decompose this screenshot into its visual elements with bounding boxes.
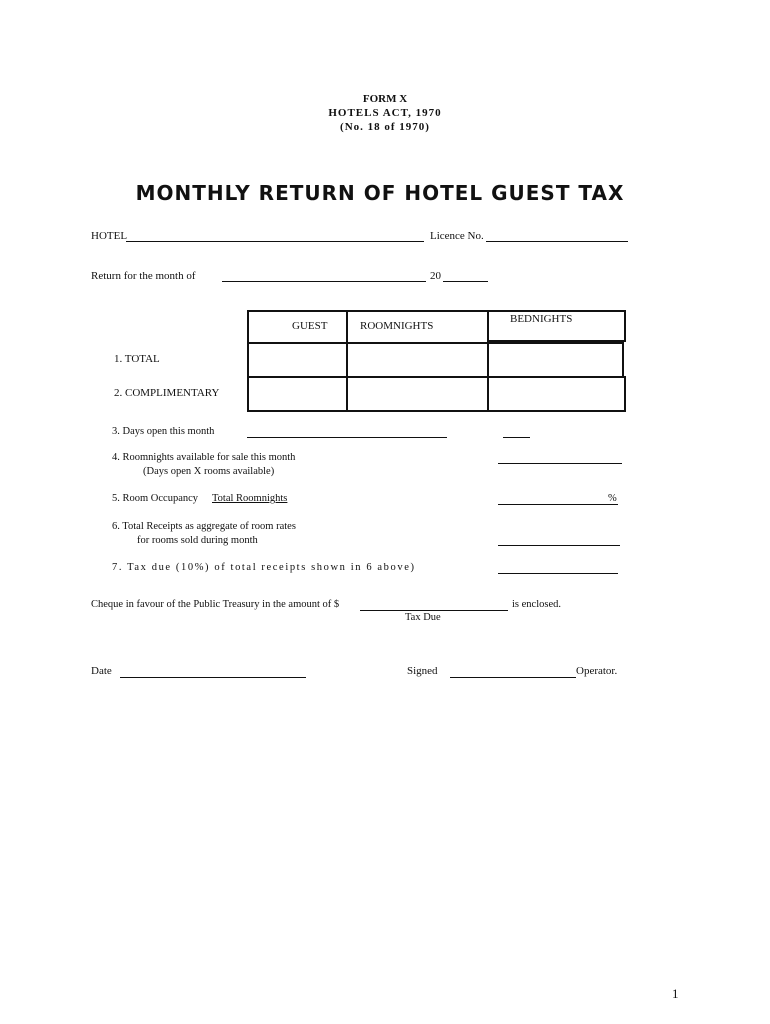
- occupancy-field[interactable]: [498, 504, 618, 505]
- cheque-suffix: is enclosed.: [512, 599, 561, 610]
- hotel-field[interactable]: [126, 241, 424, 242]
- row-label-total: 1. TOTAL: [114, 353, 160, 365]
- date-field[interactable]: [120, 677, 306, 678]
- occupancy-unit: %: [608, 493, 617, 504]
- page-title: MONTHLY RETURN OF HOTEL GUEST TAX: [135, 181, 625, 205]
- days-open-field[interactable]: [247, 437, 447, 438]
- table-header-roomnights: ROOMNIGHTS: [360, 320, 434, 332]
- row-label-complimentary: 2. COMPLIMENTARY: [114, 387, 220, 399]
- cheque-amount-field[interactable]: [360, 610, 508, 611]
- licence-label: Licence No.: [430, 230, 484, 242]
- signed-label: Signed: [407, 665, 438, 677]
- signature-field[interactable]: [450, 677, 576, 678]
- tax-due-label: 7. Tax due (10%) of total receipts shown in 6 above): [112, 562, 416, 573]
- operator-label: Operator.: [576, 665, 618, 677]
- return-month-label: Return for the month of: [91, 270, 196, 282]
- hotel-label: HOTEL: [91, 230, 128, 242]
- cell-total-roomnights[interactable]: [346, 342, 489, 378]
- year-field[interactable]: [443, 281, 488, 282]
- days-open-label: 3. Days open this month: [112, 426, 215, 437]
- cell-comp-guest[interactable]: [247, 376, 348, 412]
- act-label: HOTELS ACT, 1970: [328, 107, 442, 119]
- receipts-field[interactable]: [498, 545, 620, 546]
- receipts-label: 6. Total Receipts as aggregate of room rates: [112, 521, 296, 532]
- table-header-guest: GUEST: [292, 320, 328, 332]
- roomnights-available-sub: (Days open X rooms available): [143, 466, 275, 477]
- licence-field[interactable]: [486, 241, 628, 242]
- receipts-sub: for rooms sold during month: [137, 535, 258, 546]
- roomnights-available-label: 4. Roomnights available for sale this month: [112, 452, 296, 463]
- occupancy-formula: Total Roomnights: [212, 493, 288, 504]
- cell-total-bednights[interactable]: [487, 342, 624, 378]
- tax-due-field[interactable]: [498, 573, 618, 574]
- cell-total-guest[interactable]: [247, 342, 348, 378]
- occupancy-label: 5. Room Occupancy: [112, 493, 199, 504]
- page-number: 1: [672, 986, 679, 1001]
- form-label: FORM X: [362, 93, 408, 105]
- tax-due-caption: Tax Due: [405, 612, 441, 623]
- table-header-bednights: BEDNIGHTS: [510, 313, 573, 325]
- roomnights-available-field[interactable]: [498, 463, 622, 464]
- days-open-value-field[interactable]: [503, 437, 530, 438]
- cell-comp-roomnights[interactable]: [346, 376, 489, 412]
- act-number: (No. 18 of 1970): [340, 121, 430, 133]
- year-prefix: 20: [430, 270, 441, 282]
- cheque-text: Cheque in favour of the Public Treasury in the amount of $: [91, 599, 340, 610]
- cell-comp-bednights[interactable]: [487, 376, 626, 412]
- month-field[interactable]: [222, 281, 426, 282]
- date-label: Date: [91, 665, 112, 677]
